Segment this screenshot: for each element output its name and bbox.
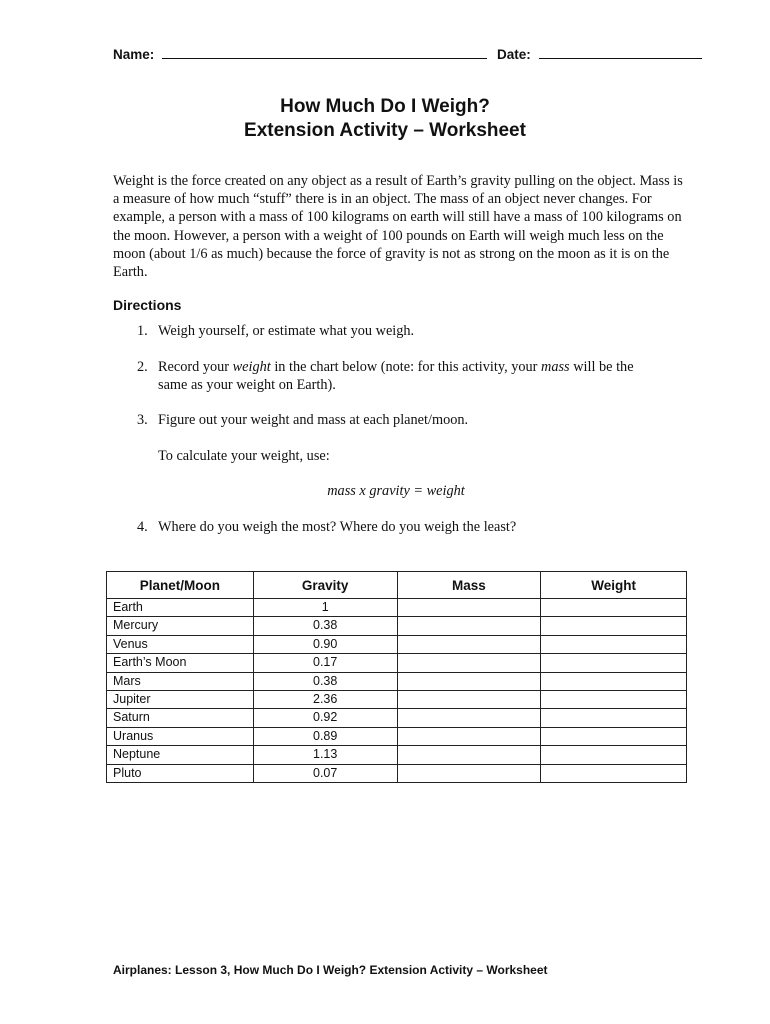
mass-cell[interactable]	[397, 635, 541, 653]
gravity-cell: 0.90	[253, 635, 397, 653]
page-subtitle: Extension Activity – Worksheet	[244, 120, 526, 141]
table-row	[107, 672, 687, 690]
step-3-text: Figure out your weight and mass at each planet/moon.	[158, 412, 469, 428]
weight-cell[interactable]	[541, 635, 687, 653]
table-row	[107, 764, 687, 782]
step-2-line2: same as your weight on Earth).	[158, 377, 336, 393]
step-1-text: Weigh yourself, or estimate what you weigh.	[158, 323, 415, 339]
weight-cell[interactable]	[541, 709, 687, 727]
gravity-cell: 0.38	[253, 617, 397, 635]
name-label: Name:	[113, 47, 155, 62]
gravity-cell: 0.17	[253, 654, 397, 672]
mass-cell[interactable]	[397, 691, 541, 709]
table-row	[107, 746, 687, 764]
weight-formula: mass x gravity = weight	[327, 483, 465, 499]
table-row	[107, 635, 687, 653]
weight-cell[interactable]	[541, 746, 687, 764]
weight-cell[interactable]	[541, 691, 687, 709]
table-row	[107, 709, 687, 727]
directions-heading: Directions	[113, 297, 182, 313]
mass-cell[interactable]	[397, 727, 541, 745]
gravity-cell: 0.07	[253, 764, 397, 782]
weight-cell[interactable]	[541, 654, 687, 672]
date-line[interactable]	[539, 46, 702, 59]
weight-cell[interactable]	[541, 764, 687, 782]
header-row	[113, 46, 703, 68]
gravity-cell: 0.89	[253, 727, 397, 745]
intro-paragraph: Weight is the force created on any object as a result of Earth’s gravity pulling on the object. Mass is a measure of how much “stuff” there is in an object. The mass of an object never changes. For example, a person with a mass of 100 kilograms on earth will still have a mass of 100 kilograms on the moon. However, a person with a weight of 100 pounds on Earth will weigh much less on the moon (about 1/6 as much) because the force of gravity is not as strong on the moon as it is on the Earth.	[113, 173, 683, 281]
header-planet: Planet/Moon	[107, 572, 254, 599]
gravity-cell: 1.13	[253, 746, 397, 764]
step-4-number: 4.	[137, 519, 148, 535]
weight-cell[interactable]	[541, 672, 687, 690]
planet-cell: Neptune	[107, 746, 254, 764]
table-header-row	[107, 572, 687, 599]
planet-cell: Saturn	[107, 709, 254, 727]
mass-cell[interactable]	[397, 746, 541, 764]
planet-cell: Mars	[107, 672, 254, 690]
gravity-cell: 0.92	[253, 709, 397, 727]
step-3-number: 3.	[137, 412, 148, 428]
header-gravity: Gravity	[253, 572, 397, 599]
planet-cell: Mercury	[107, 617, 254, 635]
planet-cell: Pluto	[107, 764, 254, 782]
name-field[interactable]	[113, 46, 487, 62]
page-title: How Much Do I Weigh?	[280, 96, 490, 117]
table-row	[107, 617, 687, 635]
weight-cell[interactable]	[541, 727, 687, 745]
step-2-mass-term: mass	[541, 359, 570, 375]
step-1-number: 1.	[137, 323, 148, 339]
mass-cell[interactable]	[397, 764, 541, 782]
planet-cell: Earth	[107, 599, 254, 617]
gravity-cell: 1	[253, 599, 397, 617]
step-2-part-c: in the chart below (note: for this activity, your	[270, 359, 542, 375]
mass-cell[interactable]	[397, 654, 541, 672]
mass-cell[interactable]	[397, 709, 541, 727]
table-row	[107, 599, 687, 617]
weight-cell[interactable]	[541, 599, 687, 617]
planet-weight-table	[106, 571, 687, 783]
mass-cell[interactable]	[397, 599, 541, 617]
gravity-cell: 2.36	[253, 691, 397, 709]
step-2-text	[158, 358, 634, 376]
page-footer: Airplanes: Lesson 3, How Much Do I Weigh? Extension Activity – Worksheet	[113, 963, 548, 977]
table-row	[107, 691, 687, 709]
header-mass: Mass	[397, 572, 541, 599]
mass-cell[interactable]	[397, 617, 541, 635]
header-weight: Weight	[541, 572, 687, 599]
table-row	[107, 654, 687, 672]
step-2-weight-term: weight	[232, 359, 271, 375]
planet-cell: Uranus	[107, 727, 254, 745]
step-2-part-e: will be the	[569, 359, 634, 375]
planet-cell: Jupiter	[107, 691, 254, 709]
gravity-cell: 0.38	[253, 672, 397, 690]
table-row	[107, 727, 687, 745]
step-2-part-a: Record your	[158, 359, 233, 375]
planet-cell: Earth’s Moon	[107, 654, 254, 672]
planet-cell: Venus	[107, 635, 254, 653]
weight-cell[interactable]	[541, 617, 687, 635]
mass-cell[interactable]	[397, 672, 541, 690]
date-label: Date:	[497, 47, 531, 62]
step-4-text: Where do you weigh the most? Where do you weigh the least?	[158, 519, 517, 535]
name-line[interactable]	[162, 46, 487, 59]
date-field[interactable]	[497, 46, 702, 62]
step-2-number: 2.	[137, 359, 148, 375]
calc-note: To calculate your weight, use:	[158, 448, 330, 464]
